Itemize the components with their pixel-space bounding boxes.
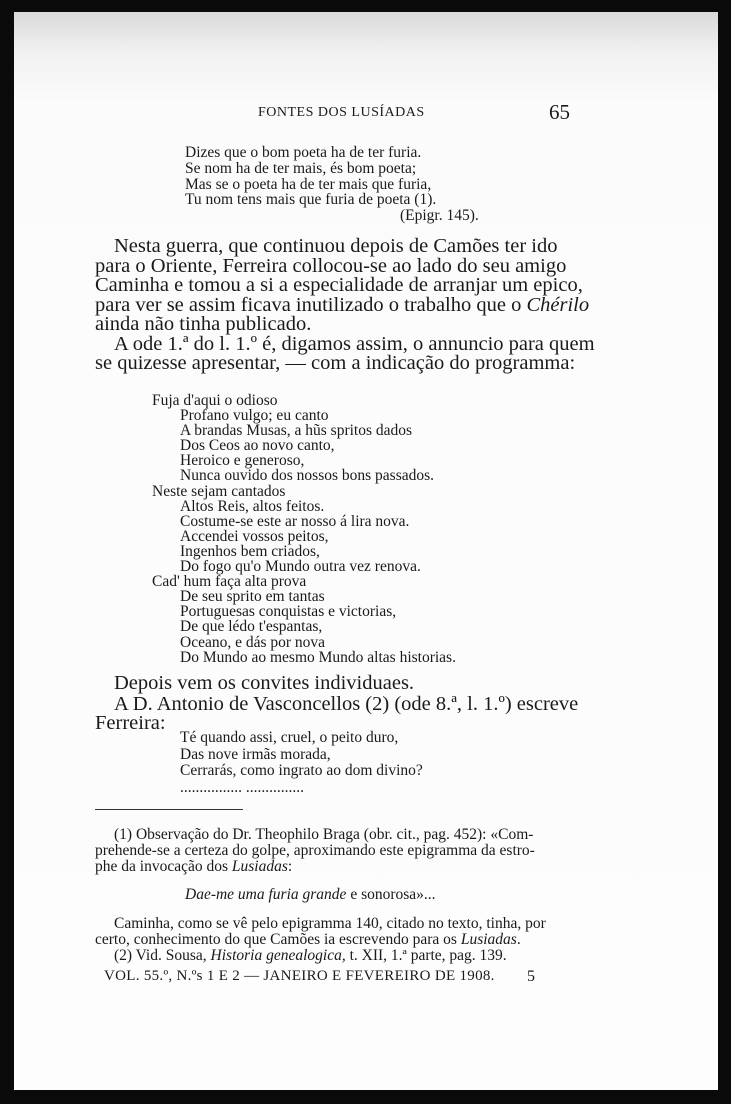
ode-line: Nunca ouvido dos nossos bons passados. xyxy=(180,467,435,485)
epigram-line: Dizes que o bom poeta ha de ter furia. xyxy=(185,144,422,161)
paragraph-line: Ferreira: xyxy=(95,712,166,734)
paragraph-line: Nesta guerra, que continuou depois de Camões ter ido xyxy=(114,235,558,257)
paragraph-line: para o Oriente, Ferreira collocou-se ao lado do seu amigo xyxy=(95,255,567,277)
quote-ellipsis: ................ ............... xyxy=(180,778,304,796)
epigram xyxy=(185,145,436,208)
ode-line: Portuguesas conquistas e victorias, xyxy=(180,603,397,621)
footnote-text: . xyxy=(516,931,521,948)
footnote-text: (2) Vid. Sousa, xyxy=(114,947,207,964)
journal-footer: VOL. 55.º, N.ºs 1 E 2 — JANEIRO E FEVEREIRO DE 1908. xyxy=(104,968,495,984)
ode-line: Heroico e generoso, xyxy=(180,452,305,470)
footnote-text: phe da invocação dos xyxy=(95,858,228,875)
page-number: 65 xyxy=(549,100,570,124)
signature-number: 5 xyxy=(527,968,535,985)
footnote-text: certo, conhecimento do que Camões ia escrevendo para os xyxy=(95,931,457,948)
ode-line: Costume-se este ar nosso á lira nova. xyxy=(180,512,410,530)
ode-line: De que lédo t'espantas, xyxy=(180,618,323,636)
ode xyxy=(152,393,456,665)
epigram-line: Se nom ha de ter mais, és bom poeta; xyxy=(185,159,417,177)
epigram-line: Tu nom tens mais que furia de poeta (1). xyxy=(185,191,437,209)
footnote-line: prehende-se a certeza do golpe, aproximando este epigramma da estro- xyxy=(95,842,535,859)
ode-line: Accendei vossos peitos, xyxy=(180,527,329,545)
paragraph-line: Caminha e tomou a si a especialidade de arranjar um epico, xyxy=(95,274,583,296)
page xyxy=(14,12,718,1090)
ode-line: Fuja d'aqui o odioso xyxy=(152,392,278,409)
footnote-line: (1) Observação do Dr. Theophilo Braga (obr. cit., pag. 452): «Com- xyxy=(114,826,534,843)
paragraph-line: Depois vem os convites individuaes. xyxy=(114,672,415,694)
quote-line: Cerrarás, como ingrato ao dom divino? xyxy=(180,762,423,779)
quote xyxy=(180,730,423,796)
footnote-text: e sonorosa»... xyxy=(350,886,436,903)
footnote-text: : xyxy=(287,858,293,875)
paragraph-line: A ode 1.ª do l. 1.º é, digamos assim, o annuncio para quem xyxy=(114,333,595,355)
footnote-line: Caminha, como se vê pelo epigramma 140, citado no texto, tinha, por xyxy=(114,915,546,932)
footnote-line xyxy=(114,948,507,965)
ode-line: Oceano, e dás por nova xyxy=(180,633,326,651)
ode-line: A brandas Musas, a hũs spritos dados xyxy=(180,422,413,440)
paragraph-text: para ver se assim ficava inutilizado o trabalho que o xyxy=(95,294,522,316)
ode-line: De seu sprito em tantas xyxy=(180,588,325,606)
footnote-text: t. XII, 1.ª parte, pag. 139. xyxy=(349,947,507,964)
ode-line: Altos Reis, altos feitos. xyxy=(180,497,325,515)
footnote-divider xyxy=(95,809,243,810)
paragraph-line: ainda não tinha publicado. xyxy=(95,313,312,335)
ode-line: Neste sejam cantados xyxy=(152,482,286,500)
running-title: FONTES DOS LUSÍADAS xyxy=(258,105,425,120)
ode-line: Cad' hum faça alta prova xyxy=(152,573,307,591)
ode-line: Do fogo qu'o Mundo outra vez renova. xyxy=(180,558,421,576)
ode-line: Do Mundo ao mesmo Mundo altas historias. xyxy=(180,648,456,666)
ode-line: Profano vulgo; eu canto xyxy=(180,407,329,425)
paragraph-line: A D. Antonio de Vasconcellos (2) (ode 8.ª, l. 1.º) escreve xyxy=(114,693,579,715)
footnote-line xyxy=(95,859,292,876)
quote-line: Das nove irmãs morada, xyxy=(180,745,331,763)
quote-line: Té quando assi, cruel, o peito duro, xyxy=(180,729,399,746)
footnote-quote xyxy=(185,887,436,904)
ode-line: Dos Ceos ao novo canto, xyxy=(180,437,335,455)
italic-quote: Dae-me uma furia grande xyxy=(185,886,347,903)
italic-title: Lusiadas xyxy=(460,931,517,948)
ode-line: Ingenhos bem criados, xyxy=(180,542,320,560)
epigram-citation: (Epigr. 145). xyxy=(400,207,479,224)
paragraph-line: se quizesse apresentar, — com a indicação do programma: xyxy=(95,352,576,374)
italic-title: Lusiadas xyxy=(231,858,288,875)
italic-title: Chérilo xyxy=(526,294,590,316)
epigram-line: Mas se o poeta ha de ter mais que furia, xyxy=(185,175,432,193)
italic-title: Historia genealogica, xyxy=(210,947,346,964)
